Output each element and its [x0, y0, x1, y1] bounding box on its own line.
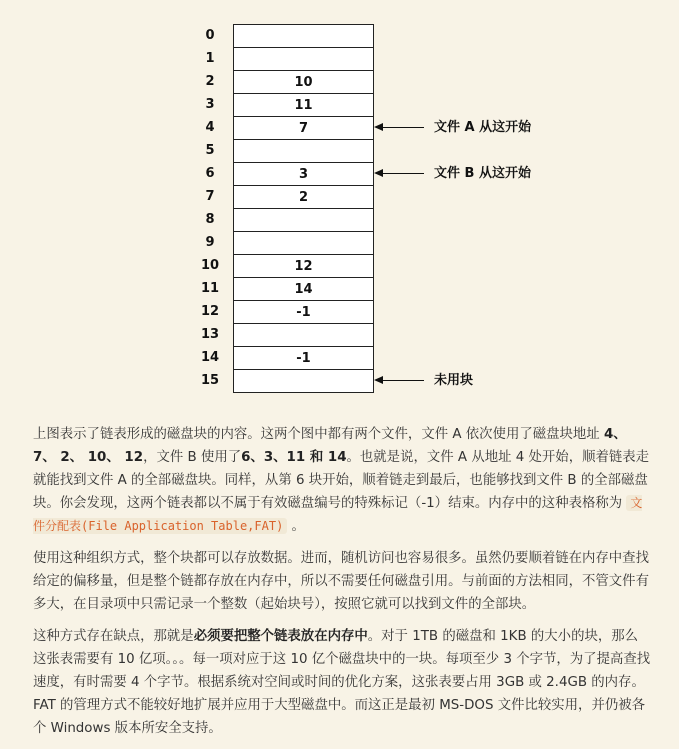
pointer-label: 未用块	[434, 373, 474, 388]
block-row	[0, 139, 679, 162]
block-index: 13	[200, 327, 220, 342]
block-row	[0, 323, 679, 346]
block-row	[0, 116, 679, 139]
block-index: 1	[205, 51, 215, 66]
block-index: 12	[200, 304, 220, 319]
block-row	[0, 208, 679, 231]
block-row	[0, 300, 679, 323]
block-row	[0, 254, 679, 277]
pointer-arrow-icon	[376, 380, 424, 381]
paragraph-1	[33, 423, 651, 538]
block-row	[0, 162, 679, 185]
pointer-arrow-icon	[376, 173, 424, 174]
block-cell	[233, 47, 374, 70]
block-cell: 7	[233, 116, 374, 139]
block-cell: 14	[233, 277, 374, 300]
block-index: 9	[205, 235, 215, 250]
block-index: 2	[205, 74, 215, 89]
p3-text-2: 。对于 1TB 的磁盘和 1KB 的大小的块，那么这张表需要有 10 亿项。。。每一项对应于这 10 亿个磁盘块中的一块。每项至少 3 个字节，为了提高查找速度，有时需要 4 个字节。根据系统对空间或时间的优化方案，这张表要占用 3GB 或 2.4GB 的内存。FAT 的管理方式不能较好地扩展并应用于大型磁盘中。而这正是最初 MS-DOS 文件比较实用，并仍被各个 Windows 版本所安全支持。	[33, 629, 651, 736]
block-index: 8	[205, 212, 215, 227]
block-row	[0, 346, 679, 369]
block-row	[0, 24, 679, 47]
block-cell: 3	[233, 162, 374, 185]
block-index: 10	[200, 258, 220, 273]
p1-text-1: 上图表示了链表形成的磁盘块的内容。这两个图中都有两个文件，文件 A 依次使用了磁盘块地址	[33, 427, 604, 442]
block-cell: 12	[233, 254, 374, 277]
block-cell: 10	[233, 70, 374, 93]
block-index: 5	[205, 143, 215, 158]
block-row	[0, 185, 679, 208]
p1-bold-2: 6、3、11 和 14	[241, 450, 347, 465]
block-cell: 11	[233, 93, 374, 116]
pointer-label: 文件 A 从这开始	[434, 120, 532, 135]
article-body	[33, 423, 651, 749]
block-index: 6	[205, 166, 215, 181]
block-row	[0, 277, 679, 300]
block-cell	[233, 139, 374, 162]
p3-bold-1: 必须要把整个链表放在内存中	[193, 629, 368, 644]
block-cell: -1	[233, 346, 374, 369]
block-index: 4	[205, 120, 215, 135]
block-cell	[233, 208, 374, 231]
pointer-arrow-icon	[376, 127, 424, 128]
block-index: 0	[205, 28, 215, 43]
block-cell	[233, 24, 374, 47]
block-row	[0, 70, 679, 93]
block-row	[0, 231, 679, 254]
block-row	[0, 93, 679, 116]
block-cell: 2	[233, 185, 374, 208]
block-index: 7	[205, 189, 215, 204]
block-cell: -1	[233, 300, 374, 323]
block-row	[0, 47, 679, 70]
block-cell	[233, 369, 374, 393]
p3-text-1: 这种方式存在缺点，那就是	[33, 629, 194, 644]
block-cell	[233, 231, 374, 254]
p1-text-4: 。	[287, 519, 305, 534]
block-index: 14	[200, 350, 220, 365]
block-index: 3	[205, 97, 215, 112]
inline-code-fat: 文件分配表(File Application Table,FAT)	[33, 496, 643, 533]
block-index: 11	[200, 281, 220, 296]
block-row	[0, 369, 679, 392]
pointer-label: 文件 B 从这开始	[434, 166, 531, 181]
paragraph-3	[33, 625, 651, 740]
p1-text-3: 。也就是说，文件 A 从地址 4 处开始，顺着链表走就能找到文件 A 的全部磁盘块。同样，从第 6 块开始，顺着链走到最后，也能够找到文件 B 的全部磁盘块。你会发现，这两个链表都以不属于有效磁盘编号的特殊标记（-1）结束。内存中的这种表格称为	[33, 450, 650, 511]
block-cell	[233, 323, 374, 346]
paragraph-2: 使用这种组织方式，整个块都可以存放数据。进而，随机访问也容易很多。虽然仍要顺着链在内存中查找给定的偏移量，但是整个链都存放在内存中，所以不需要任何磁盘引用。与前面的方法相同，不管文件有多大，在目录项中只需记录一个整数（起始块号），按照它就可以找到文件的全部块。	[33, 551, 649, 612]
p1-text-2: ，文件 B 使用了	[143, 450, 242, 465]
p1-bold-1: 4、 7、 2、 10、 12	[33, 427, 627, 465]
block-index: 15	[200, 373, 220, 388]
